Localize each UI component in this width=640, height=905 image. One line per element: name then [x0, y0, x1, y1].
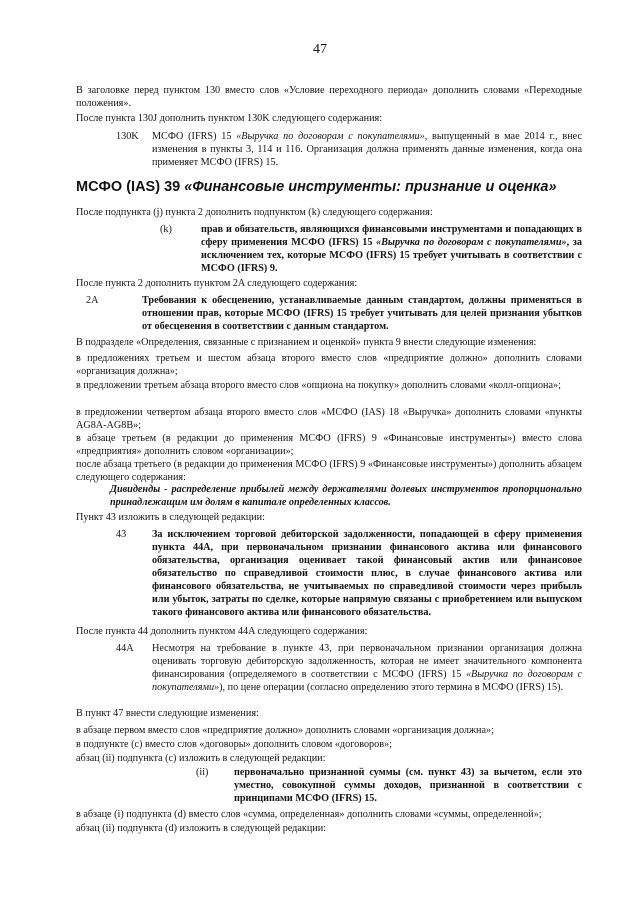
item-43-number: 43	[116, 529, 127, 540]
paragraph-change-2: в предложении третьем абзаца второго вместо слов «опциона на покупку» дополнить словами «колл-опциона»;	[76, 380, 561, 391]
paragraph-change-4: в абзаце третьем (в редакции до применения МСФО (IFRS) 9 «Финансовые инструменты») вместо слова «предприятия» дополнить словом «организации»;	[76, 433, 582, 457]
paragraph-after-130j: После пункта 130J дополнить пунктом 130K следующего содержания:	[76, 113, 383, 124]
paragraph-after-item-44: После пункта 44 дополнить пунктом 44A следующего содержания:	[76, 626, 368, 637]
paragraph-heading-change: В заголовке перед пунктом 130 вместо слов «Условие переходного периода» дополнить словами «Переходные положения».	[76, 85, 582, 109]
item-ii-number: (ii)	[196, 767, 209, 778]
paragraph-change-1: в предложениях третьем и шестом абзаца второго вместо слов «предприятие должно» дополнить словами «организация должна»;	[76, 353, 582, 377]
item-k-number: (k)	[160, 224, 172, 235]
paragraph-item-43: Пункт 43 изложить в следующей редакции:	[76, 512, 265, 523]
paragraph-change-6: в абзаце первом вместо слов «предприятие должно» дополнить словами «организация должна»;	[76, 725, 494, 736]
item-2a-number: 2A	[86, 295, 99, 306]
paragraph-change-10: абзац (ii) подпункта (d) изложить в следующей редакции:	[76, 823, 327, 834]
item-ii-text: первоначально признанной суммы (см. пункт 43) за вычетом, если это уместно, совокупной суммы доходов, признанной в соответствии с принципами МСФО (IFRS) 15.	[234, 767, 582, 804]
paragraph-item-47: В пункт 47 внести следующие изменения:	[76, 708, 259, 719]
section-heading: МСФО (IAS) 39 «Финансовые инструменты: признание и оценка»	[76, 179, 557, 195]
dividends-definition: Дивиденды - распределение прибылей между держателями долевых инструментов пропорционально принадлежащим им долям в капитале определенных классов.	[110, 484, 582, 508]
item-130k-number: 130K	[116, 131, 139, 142]
paragraph-change-9: в абзаце (i) подпункта (d) вместо слов «сумма, определенная» дополнить словами «суммы, определенной»;	[76, 809, 542, 820]
page-number: 47	[313, 42, 327, 57]
paragraph-after-subitem-j: После подпункта (j) пункта 2 дополнить подпунктом (k) следующего содержания:	[76, 207, 433, 218]
item-130k-text: МСФО (IFRS) 15 «Выручка по договорам с покупателями», выпущенный в мае 2014 г., внес изменения в пункты 3, 114 и 116. Организация должна применять данные изменения, когда она применяет МСФО (IFRS) 15.	[152, 131, 582, 168]
paragraph-after-item-2: После пункта 2 дополнить пунктом 2A следующего содержания:	[76, 278, 358, 289]
item-44a-number: 44A	[116, 643, 134, 654]
item-43-text: За исключением торговой дебиторской задолженности, попадающей в сферу применения пункта 44A, при первоначальном признании финансового актива или финансового обязательства, организация оценивает такой финансовый актив или финансовое обязательство по справедливой стоимости плюс, в случае финансового актива или финансового обязательства, не учитываемых по справедливой стоимости через прибыль или убыток, затраты по сделке, которые напрямую связаны с приобретением или выпуском такого финансового актива или финансового обязательства.	[152, 529, 582, 618]
paragraph-change-3: в предложении четвертом абзаца второго вместо слов «МСФО (IAS) 18 «Выручка» дополнить словами «пункты AG8A-AG8B»;	[76, 407, 582, 431]
paragraph-change-8: абзац (ii) подпункта (c) изложить в следующей редакции:	[76, 753, 326, 764]
item-k-text: прав и обязательств, являющихся финансовыми инструментами и попадающих в сферу применения МСФО (IFRS) 15 «Выручка по договорам с покупателями», за исключением тех, которые МСФО (IFRS) 15 требует учитывать в соответствии с МСФО (IFRS) 9.	[201, 224, 582, 274]
item-2a-text: Требования к обесценению, устанавливаемые данным стандартом, должны применяться в отношении прав, которые МСФО (IFRS) 15 требует учитывать для целей признания убытков от обесценения в соответствии с данным стандартом.	[142, 295, 582, 332]
item-44a-text: Несмотря на требование в пункте 43, при первоначальном признании организация должна оценивать торговую дебиторскую задолженность, которая не имеет значительного компонента финансирования (определяемого в соответствии с МСФО (IFRS) 15 «Выручка по договорам с покупателями»), по цене операции (согласно определению этого термина в МСФО (IFRS) 15).	[152, 643, 583, 693]
paragraph-definitions: В подразделе «Определения, связанные с признанием и оценкой» пункта 9 внести следующие изменения:	[76, 337, 537, 348]
paragraph-change-5: после абзаца третьего (в редакции до применения МСФО (IFRS) 9 «Финансовые инструменты») дополнить абзацем следующего содержания:	[76, 459, 582, 483]
paragraph-change-7: в подпункте (c) вместо слов «договоры» дополнить словом «договоров»;	[76, 739, 392, 750]
